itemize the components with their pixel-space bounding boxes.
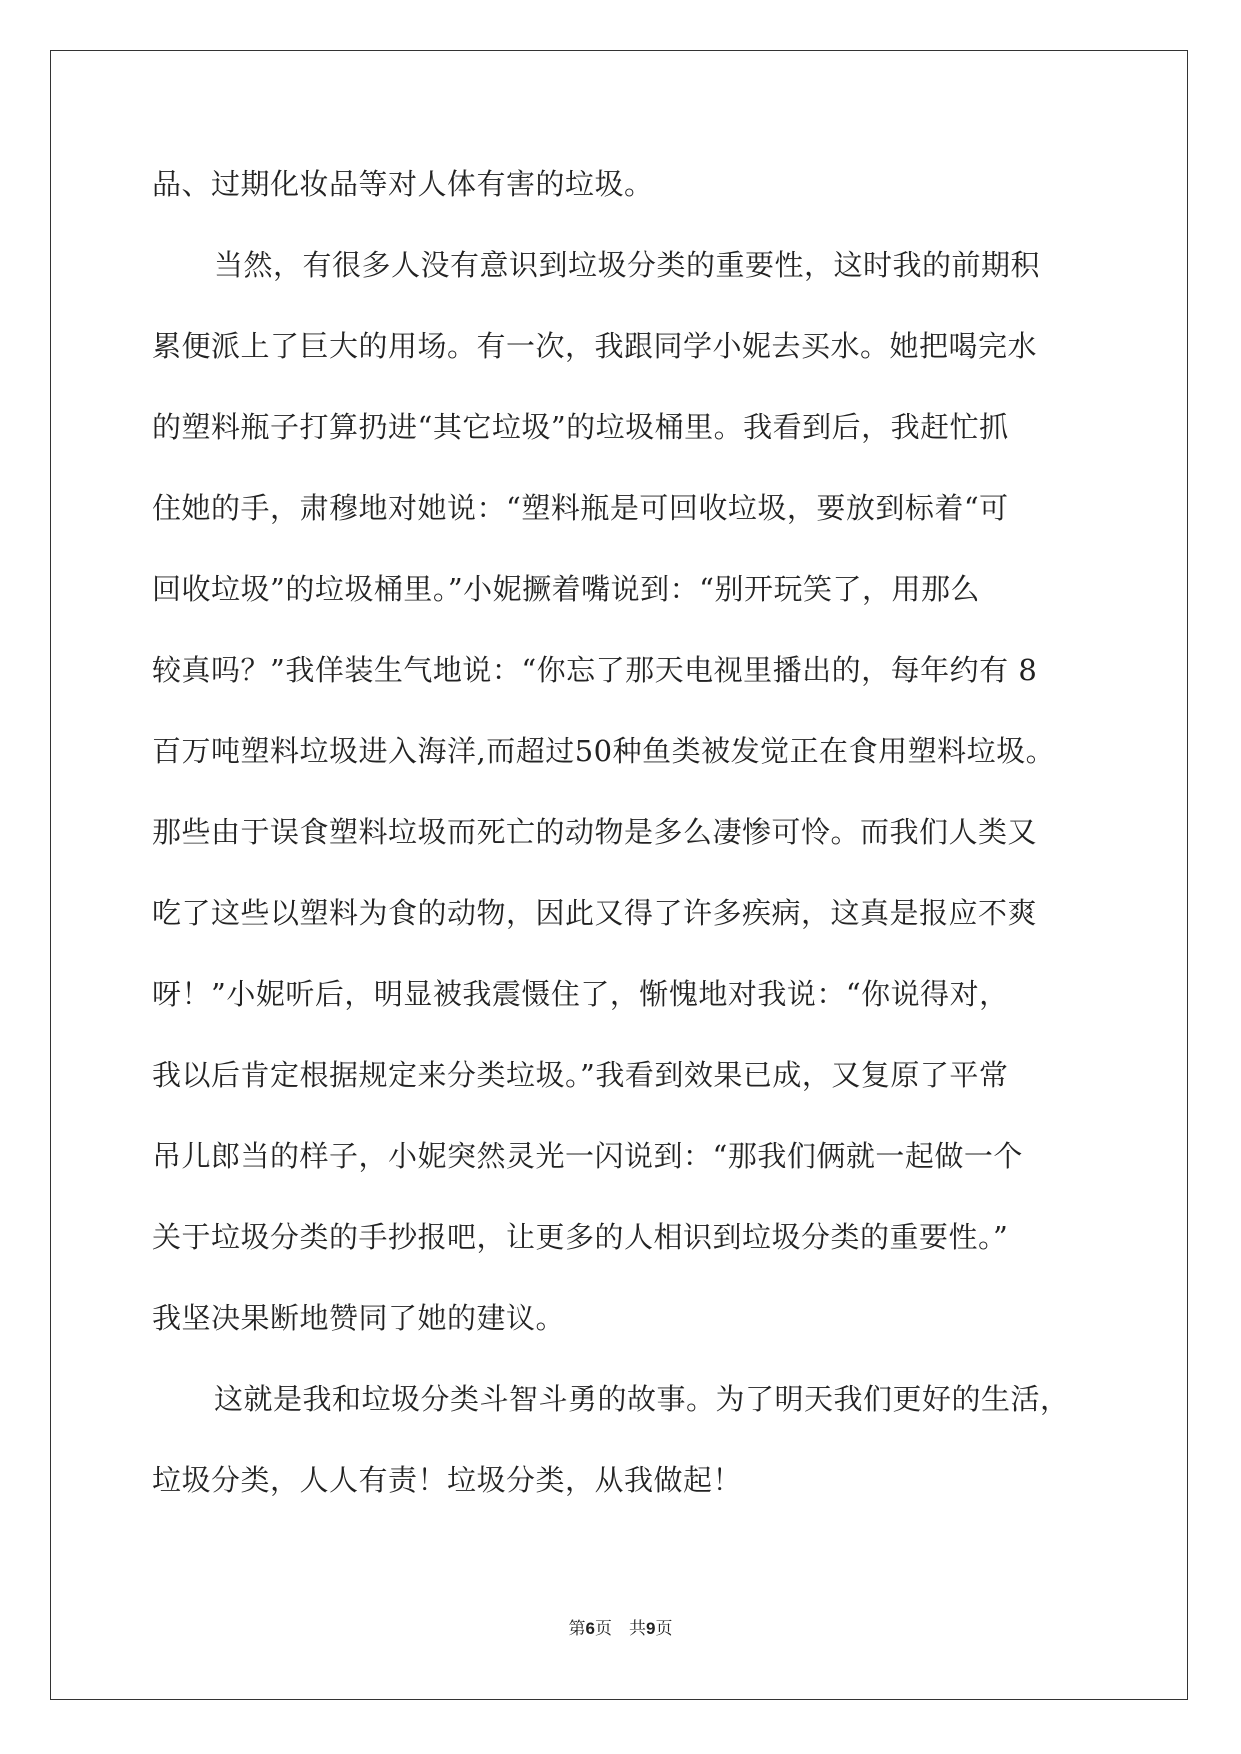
text-line: 那些由于误食塑料垃圾而死亡的动物是多么凄惨可怜。而我们人类又 (152, 815, 1038, 849)
text-line: 垃圾分类，人人有责！垃圾分类，从我做起！ (152, 1463, 743, 1497)
text-line: 呀！”小妮听后，明显被我震慑住了，惭愧地对我说：“你说得对， (152, 977, 1009, 1011)
text-line: 吃了这些以塑料为食的动物，因此又得了许多疾病，这真是报应不爽 (152, 896, 1038, 930)
text-line: 关于垃圾分类的手抄报吧，让更多的人相识到垃圾分类的重要性。” (152, 1220, 1009, 1254)
current-page-number: 6 (585, 1619, 595, 1638)
text-line: 累便派上了巨大的用场。有一次，我跟同学小妮去买水。她把喝完水 (152, 329, 1038, 363)
footer-suffix: 页 (655, 1619, 673, 1639)
text-line: 百万吨塑料垃圾进入海洋,而超过50种鱼类被发觉正在食用塑料垃圾。 (152, 734, 1056, 768)
text-line: 我以后肯定根据规定来分类垃圾。”我看到效果已成，又复原了平常 (152, 1058, 1009, 1092)
text-line: 回收垃圾”的垃圾桶里。”小妮撅着嘴说到：“别开玩笑了，用那么 (152, 572, 980, 606)
footer-prefix: 第 (568, 1619, 586, 1639)
text-line: 住她的手，肃穆地对她说：“塑料瓶是可回收垃圾，要放到标着“可 (152, 491, 1009, 525)
text-line: 当然，有很多人没有意识到垃圾分类的重要性，这时我的前期积 (214, 248, 1041, 282)
text-line: 较真吗？”我佯装生气地说：“你忘了那天电视里播出的，每年约有 8 (152, 653, 1038, 687)
text-line: 品、过期化妆品等对人体有害的垃圾。 (152, 167, 654, 201)
document-body (152, 164, 1092, 1541)
footer-middle: 页 共 (595, 1619, 646, 1639)
text-line: 这就是我和垃圾分类斗智斗勇的故事。为了明天我们更好的生活， (214, 1382, 1070, 1416)
text-line: 我坚决果断地赞同了她的建议。 (152, 1301, 566, 1335)
text-line: 吊儿郎当的样子，小妮突然灵光一闪说到：“那我们俩就一起做一个 (152, 1139, 1023, 1173)
text-line: 的塑料瓶子打算扔进“其它垃圾”的垃圾桶里。我看到后，我赶忙抓 (152, 410, 1009, 444)
total-pages-number: 9 (646, 1619, 656, 1638)
page-footer (0, 1614, 1241, 1639)
